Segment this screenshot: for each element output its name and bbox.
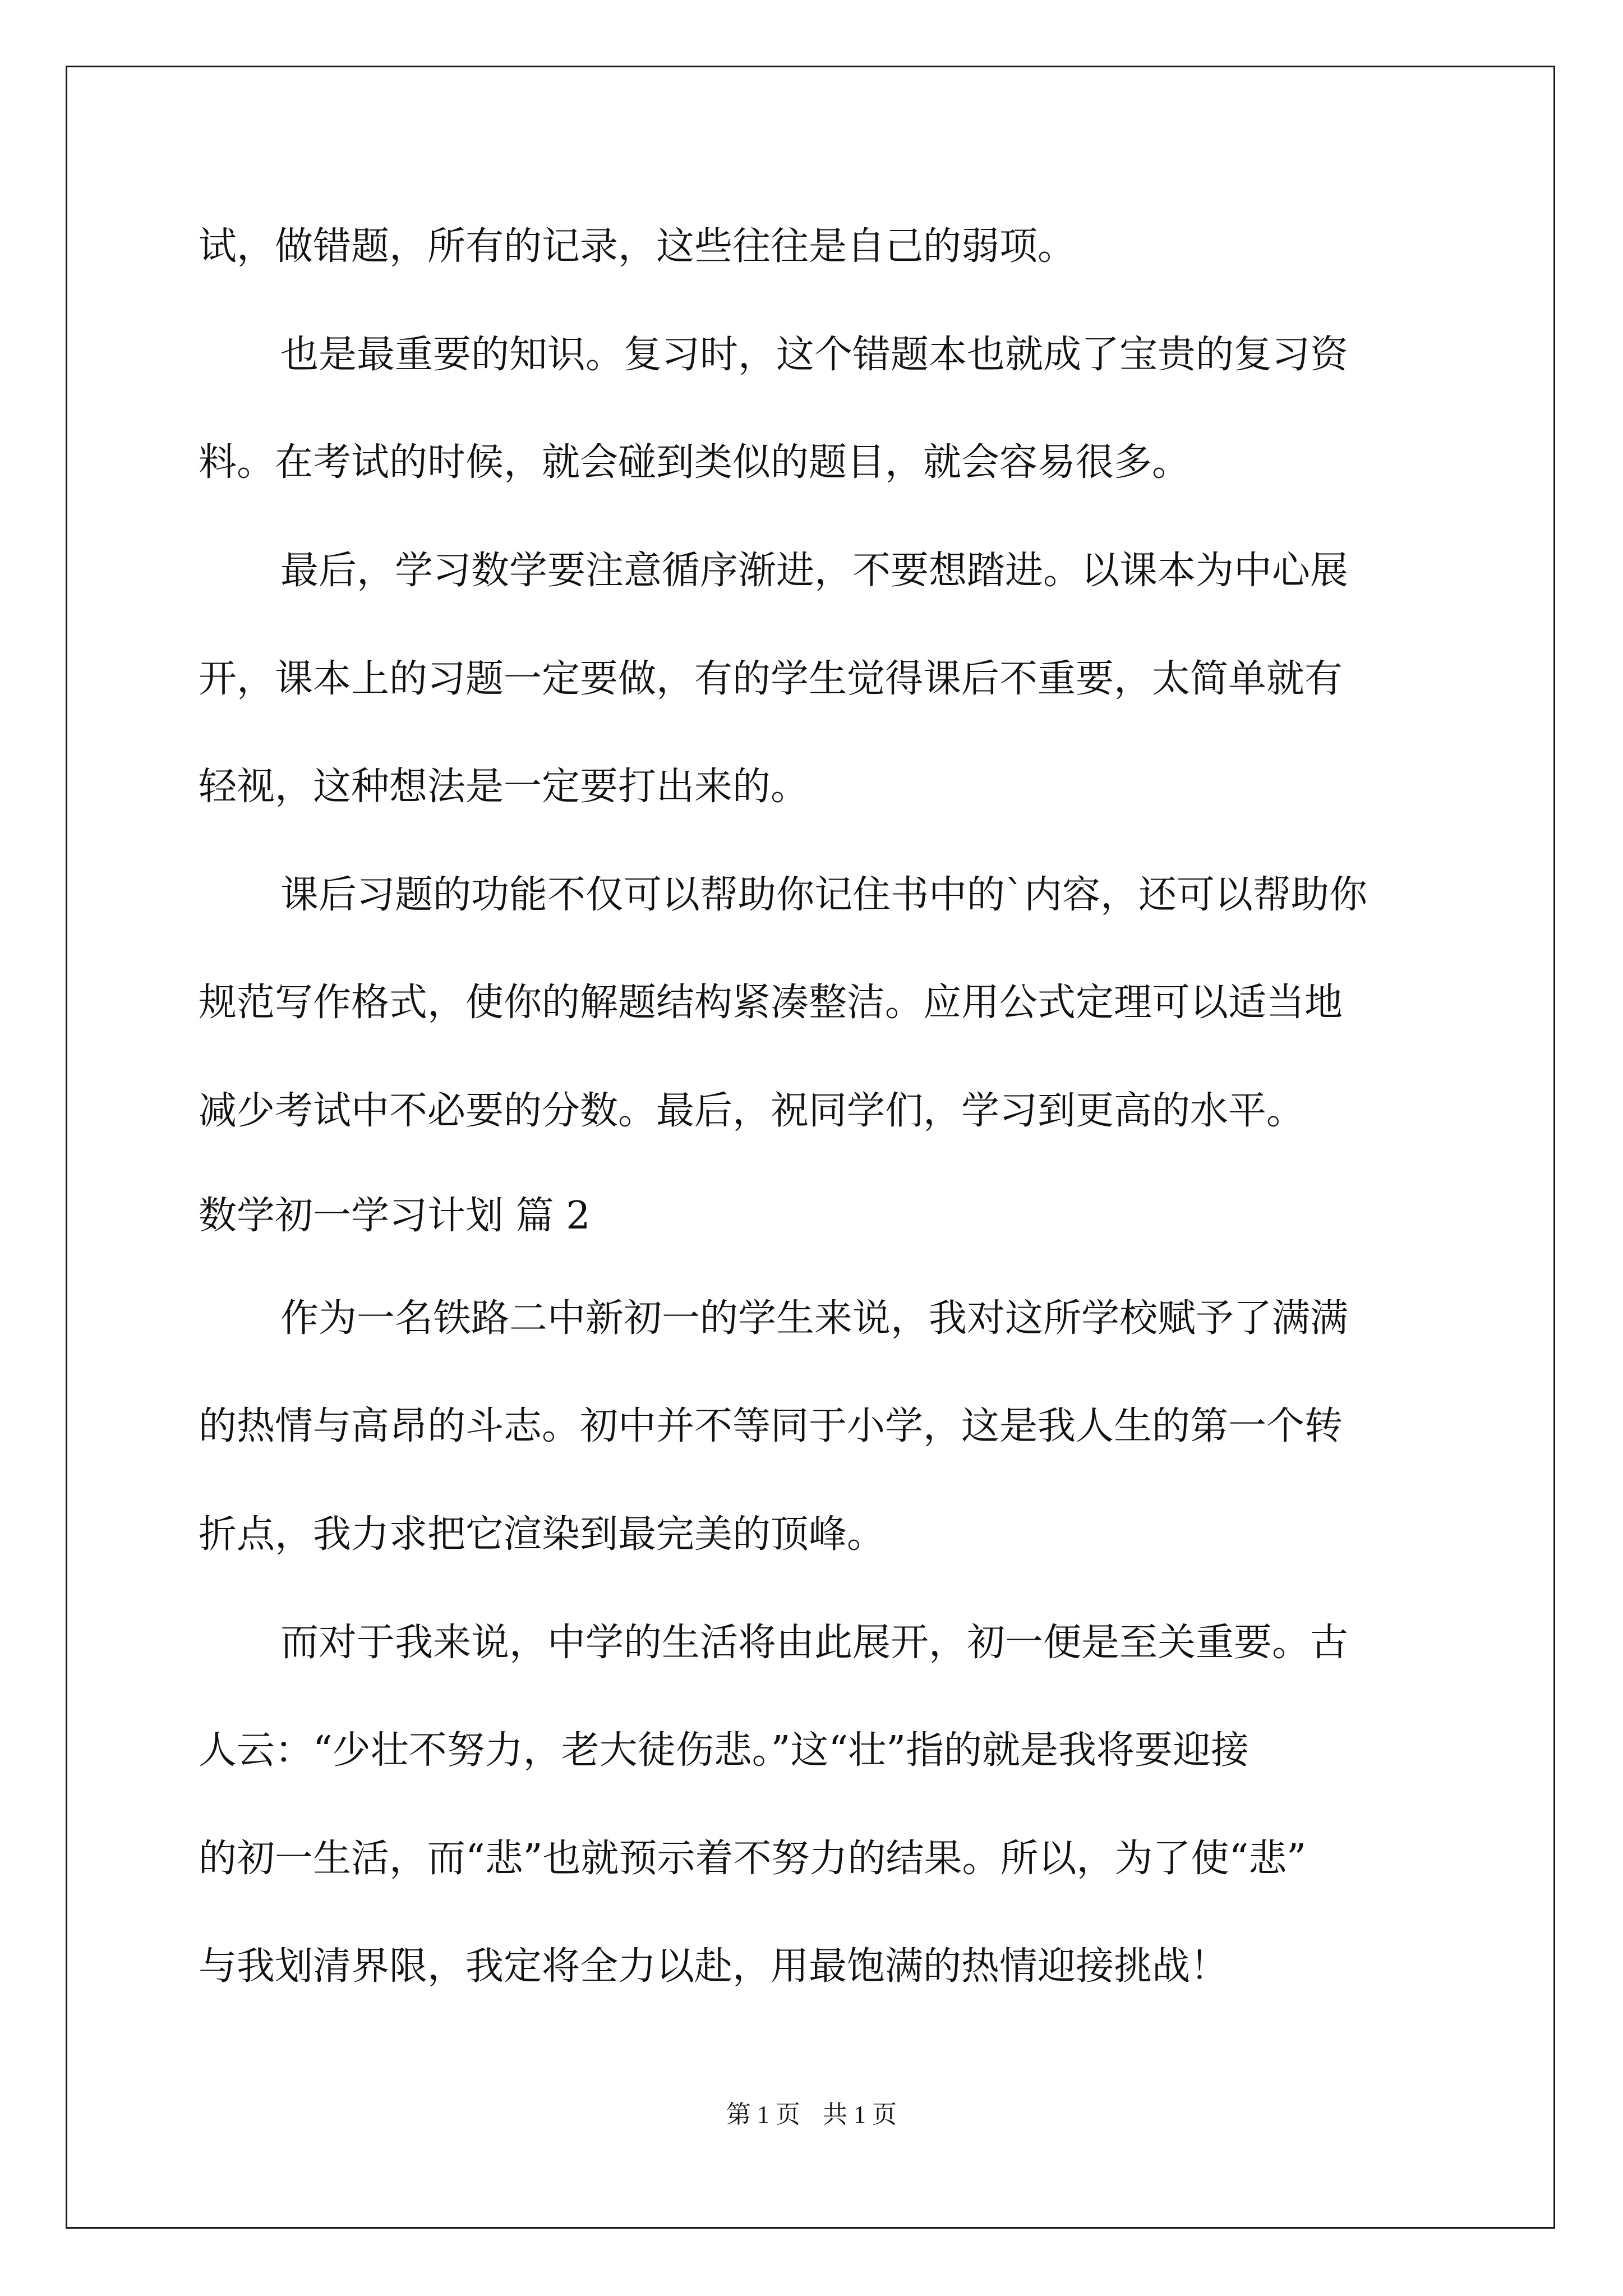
paragraph-line: 最后，学习数学要注意循序渐进，不要想踏进。以课本为中心展 (280, 549, 1349, 593)
paragraph-line: 的热情与高昂的斗志。初中并不等同于小学，这是我人生的第一个转 (199, 1404, 1343, 1448)
page-border (66, 66, 1555, 2229)
paragraph-line: 轻视，这种想法是一定要打出来的。 (199, 765, 809, 809)
paragraph-line: 的初一生活，而“悲”也就预示着不努力的结果。所以，为了使“悲” (199, 1837, 1307, 1881)
paragraph-line: 也是最重要的知识。复习时，这个错题本也就成了宝贵的复习资 (280, 333, 1349, 377)
paragraph-line: 开，课本上的习题一定要做，有的学生觉得课后不重要，太简单就有 (199, 657, 1343, 701)
paragraph-line: 作为一名铁路二中新初一的学生来说，我对这所学校赋予了满满 (280, 1296, 1349, 1341)
paragraph-line: 试，做错题，所有的记录，这些往往是自己的弱项。 (199, 224, 1076, 269)
paragraph-line: 与我划清界限，我定将全力以赴，用最饱满的热情迎接挑战！ (199, 1944, 1229, 1989)
page-total: 共 1 页 (823, 2101, 897, 2128)
page-number: 第 1 页 (726, 2101, 800, 2128)
paragraph-line: 料。在考试的时候，就会碰到类似的题目，就会容易很多。 (199, 440, 1191, 485)
section-heading: 数学初一学习计划 篇 2 (199, 1194, 591, 1238)
paragraph-line: 课后习题的功能不仅可以帮助你记住书中的`内容，还可以帮助你 (280, 873, 1368, 917)
paragraph-line: 减少考试中不必要的分数。最后，祝同学们，学习到更高的水平。 (199, 1089, 1305, 1133)
paragraph-line: 规范写作格式，使你的解题结构紧凑整洁。应用公式定理可以适当地 (199, 981, 1343, 1025)
paragraph-line: 人云：“少壮不努力，老大徒伤悲。”这“壮”指的就是我将要迎接 (199, 1728, 1249, 1773)
page-footer (0, 2098, 1623, 2132)
paragraph-line: 折点，我力求把它渲染到最完美的顶峰。 (199, 1512, 886, 1557)
paragraph-line: 而对于我来说，中学的生活将由此展开，初一便是至关重要。古 (280, 1621, 1349, 1665)
